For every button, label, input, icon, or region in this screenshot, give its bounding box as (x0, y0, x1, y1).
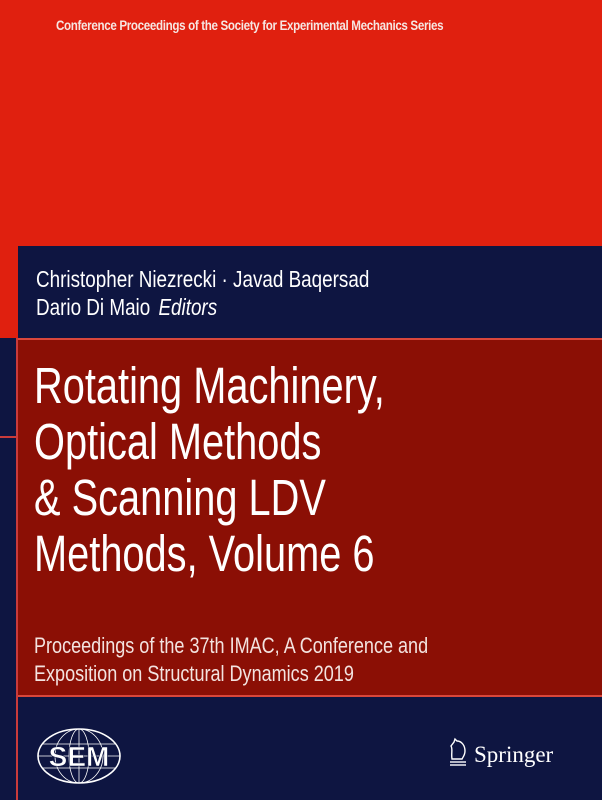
title-line: Methods, Volume 6 (34, 525, 375, 582)
series-title: Conference Proceedings of the Society for Experimental Mechanics Series (56, 18, 444, 33)
knight-icon (448, 737, 468, 772)
publisher-name: Springer (474, 741, 554, 767)
title-line: & Scanning LDV (34, 469, 326, 526)
title-line: Optical Methods (34, 413, 322, 470)
editors-label: Editors (158, 294, 218, 320)
left-strip-red (0, 246, 18, 338)
book-subtitle (34, 632, 428, 688)
subtitle-line: Exposition on Structural Dynamics 2019 (34, 661, 354, 686)
springer-logo (448, 737, 553, 772)
svg-text:SEM: SEM (48, 741, 110, 772)
authors-line-2 (36, 294, 217, 321)
horizontal-divider (0, 436, 18, 438)
title-block (18, 338, 602, 697)
subtitle-line: Proceedings of the 37th IMAC, A Conference and (34, 633, 429, 658)
sem-logo-icon (36, 727, 122, 790)
author-name: Dario Di Maio (36, 294, 151, 320)
publisher-band (18, 697, 602, 800)
authors-line-1: Christopher Niezrecki · Javad Baqersad (36, 266, 370, 292)
book-title (34, 358, 385, 582)
top-red-band (0, 0, 602, 246)
title-line: Rotating Machinery, (34, 357, 385, 414)
editors-band (18, 246, 602, 338)
